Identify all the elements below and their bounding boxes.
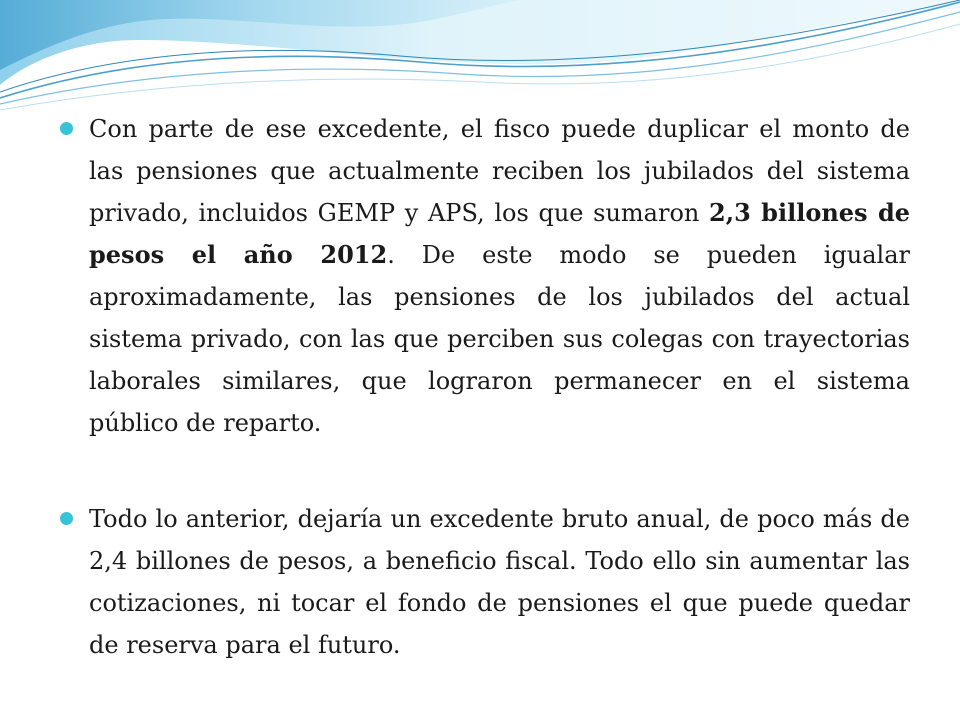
header-wave-decoration: [0, 0, 960, 120]
bullet-item-2: [60, 498, 910, 666]
bullet-item-1: [60, 108, 910, 444]
bullet-2-text: Todo lo anterior, dejaría un excedente bruto anual, de poco más de 2,4 billones de pesos, a beneficio fiscal. Todo ello sin aumentar las cotizaciones, ni tocar el fondo de pensiones el que puede quedar de reserva para el futuro.: [89, 505, 910, 659]
bullet-1-bold-text: 2,3 billones de pesos el año 2012: [89, 198, 910, 269]
bullet-1-text-before: Con parte de ese excedente, el fisco puede duplicar el monto de las pensiones que actualmente reciben los jubilados del sistema privado, incluidos GEMP y APS, los que sumaron: [89, 115, 910, 227]
bullet-dot-icon: [60, 122, 73, 135]
bullet-dot-icon: [60, 512, 73, 525]
bullet-1-text-after: . De este modo se pueden igualar aproximadamente, las pensiones de los jubilados del actual sistema privado, con las que perciben sus colegas con trayectorias laborales similares, que lograron permanecer en el sistema público de reparto.: [89, 241, 911, 437]
bullet-list: [60, 108, 910, 666]
